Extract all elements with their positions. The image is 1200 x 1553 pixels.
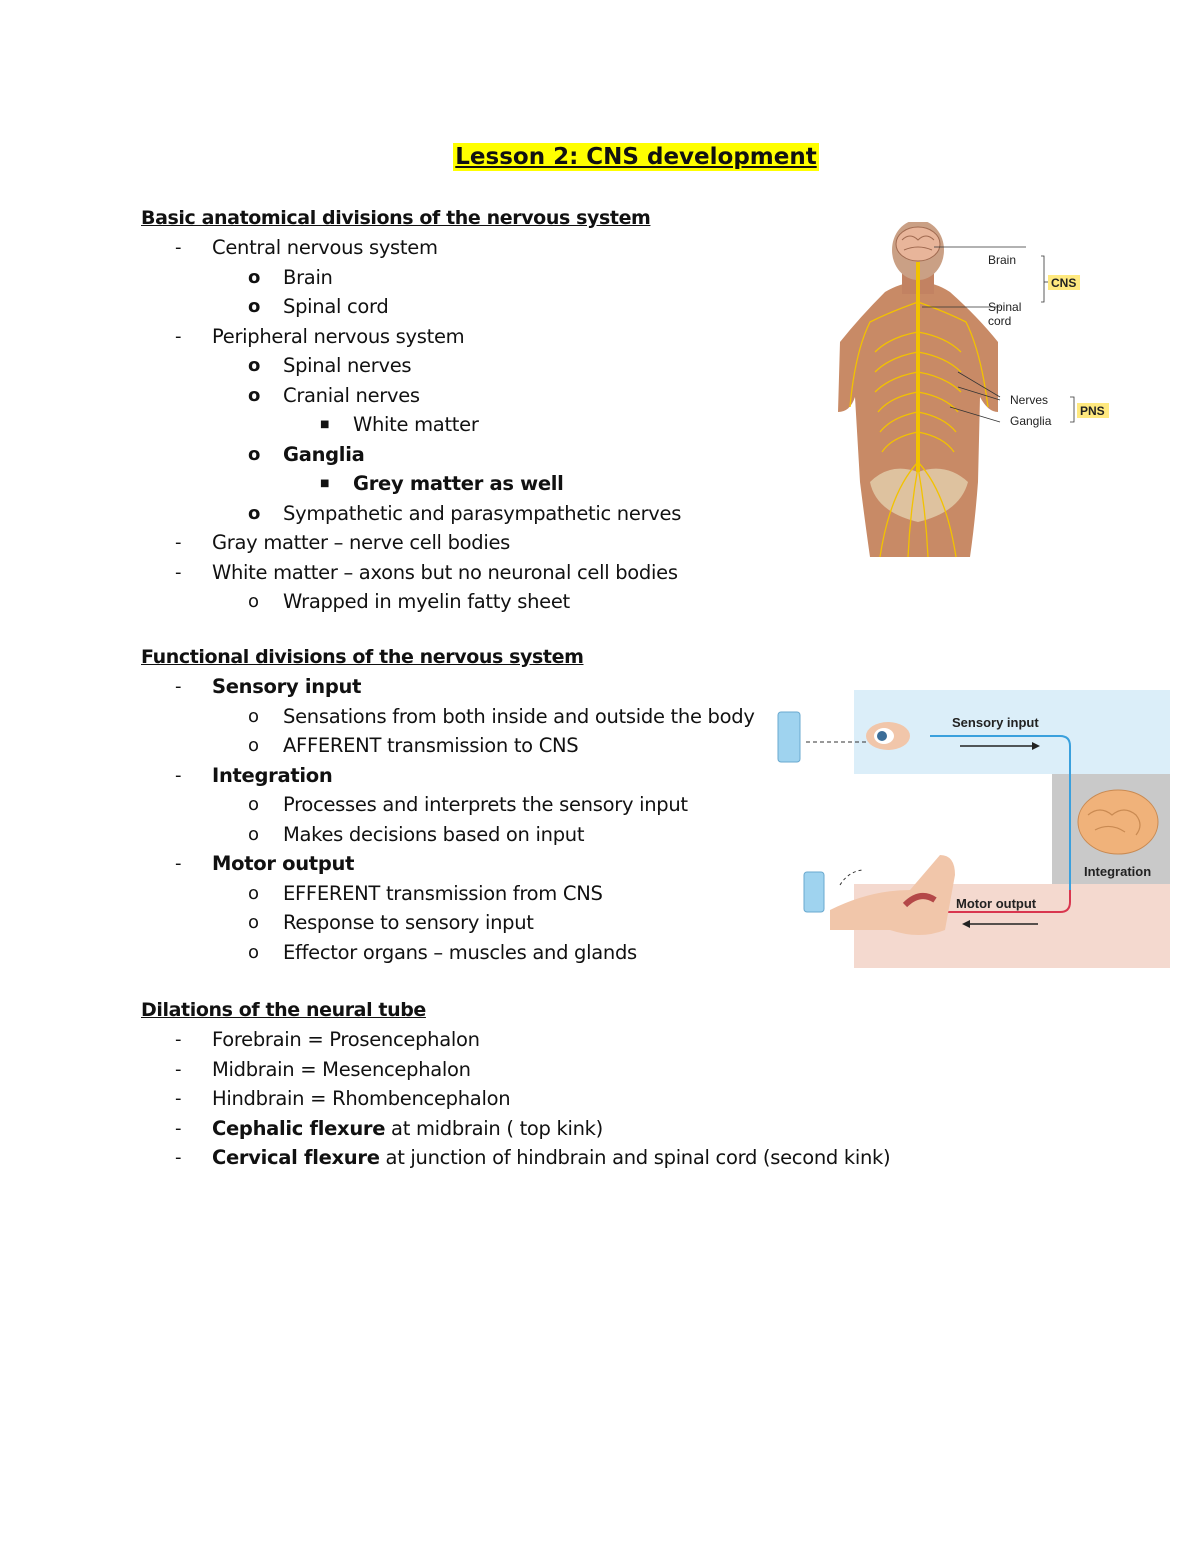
list-item: - Peripheral nervous system [175,324,465,348]
page-title: Lesson 2: CNS development [455,144,817,170]
list-item: - Sensory input [175,675,362,698]
label-motor-output: Motor output [956,896,1037,911]
label-spinal-cord-1: Spinal [988,300,1022,314]
list-item: - Integration [175,763,333,787]
section-dilations [141,996,891,1173]
list-item: o Spinal nerves [248,354,412,377]
label-integration: Integration [1084,864,1152,879]
list-item: o Brain [248,265,333,289]
list-item: o Sympathetic and parasympathetic nerves [248,501,682,525]
label-nerves: Nerves [1010,393,1049,407]
section-functional [141,643,755,967]
list-item: - Cervical flexure at junction of hindbrain and spinal cord (second kink) [175,1146,891,1169]
list-item: o AFFERENT transmission to CNS [248,734,579,757]
list-item: - White matter – axons but no neuronal cell bodies [175,560,678,584]
label-brain: Brain [988,253,1017,267]
label-sensory-input: Sensory input [952,715,1039,730]
list-item: - Hindbrain = Rhombencephalon [175,1087,511,1110]
functional-flow-figure [770,690,1170,970]
list-item: - Gray matter – nerve cell bodies [175,531,511,554]
list-item: o Sensations from both inside and outside the body [248,704,755,728]
label-cns: CNS [1051,276,1077,290]
list-item: - Midbrain = Mesencephalon [175,1057,471,1081]
label-spinal-cord-2: cord [988,314,1012,328]
list-item: ■ White matter [320,413,479,436]
list-item: - Forebrain = Prosencephalon [175,1028,480,1051]
list-item: o Wrapped in myelin fatty sheet [248,590,570,613]
list-item: ■ Grey matter as well [320,472,564,495]
list-item: o Cranial nerves [248,383,420,407]
list-item: o Makes decisions based on input [248,822,585,846]
section-heading: Functional divisions of the nervous system [141,646,584,668]
section-heading: Basic anatomical divisions of the nervous system [141,207,651,229]
list-item: - Central nervous system [175,236,438,259]
list-item: o Effector organs – muscles and glands [248,940,637,964]
label-pns: PNS [1080,404,1105,418]
section-heading: Dilations of the neural tube [141,999,426,1021]
list-item: - Cephalic flexure at midbrain ( top kink) [175,1116,603,1140]
section-anatomical [141,204,682,617]
list-item: - Motor output [175,852,355,875]
list-item: o Processes and interprets the sensory input [248,793,688,816]
nervous-system-body-figure [830,222,1120,562]
list-item: o Response to sensory input [248,911,534,934]
label-ganglia: Ganglia [1010,414,1052,428]
list-item: o EFFERENT transmission from CNS [248,881,603,905]
list-item: o Spinal cord [248,295,389,318]
list-item: o Ganglia [248,442,365,466]
